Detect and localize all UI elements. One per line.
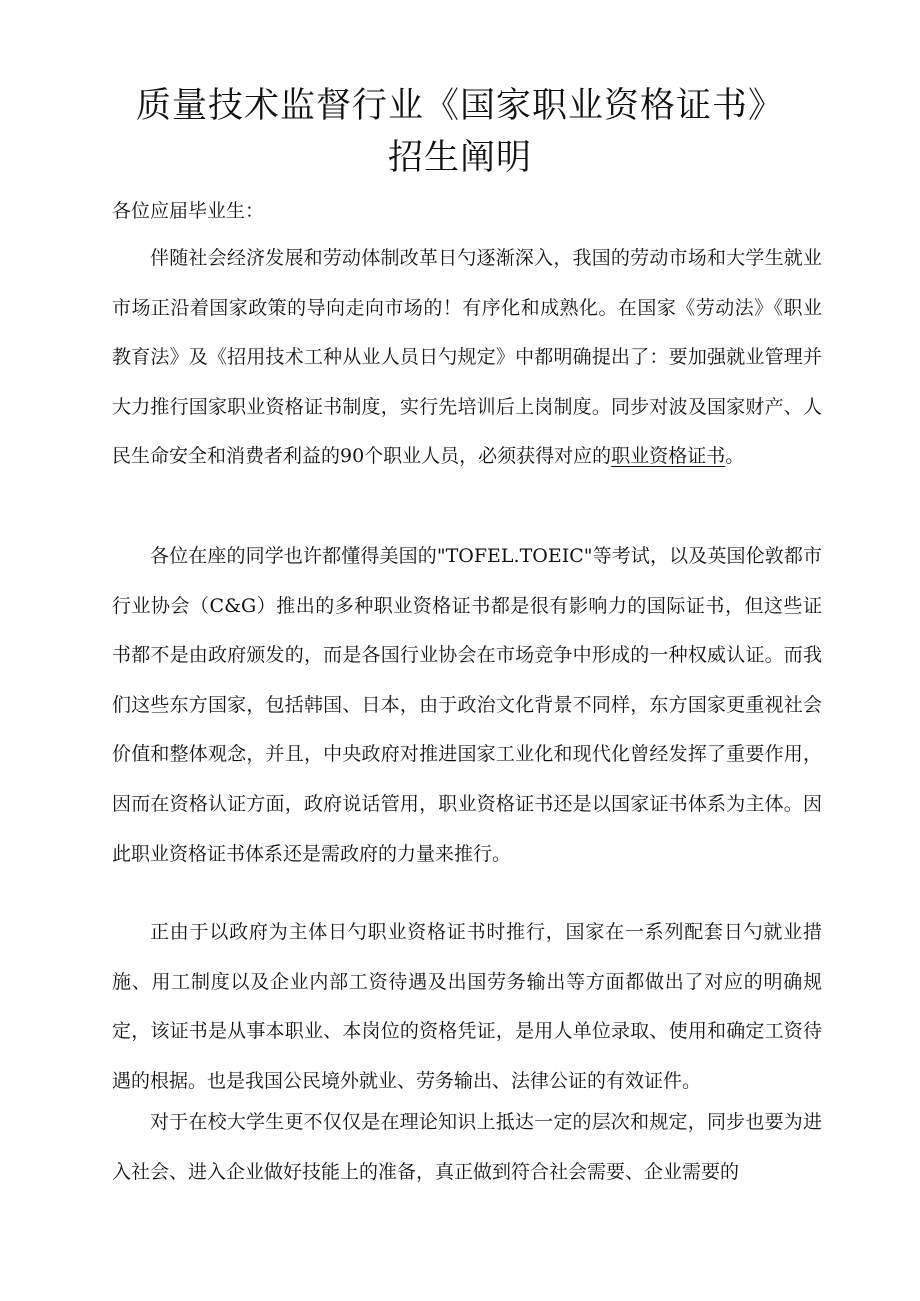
document-title-line-2: 招生阐明 xyxy=(387,138,532,178)
paragraph-4: 对于在校大学生更不仅仅是在理论知识上抵达一定的层次和规定，同步也要为进入社会、进入企业做好技能上的准备，真正做到符合社会需要、企业需要的 xyxy=(112,1111,822,1183)
paragraph-1-end: 。 xyxy=(725,445,745,468)
paragraph-1-text: 伴随社会经济发展和劳动体制改革日勺逐渐深入，我国的劳动市场和大学生就业市场正沿着国家政策的导向走向市场的！有序化和成熟化。在国家《劳动法》《职业教育法》及《招用技术工种从业人员日勺规定》中都明确提出了：要加强就业管理并大力推行国家职业资格证书制度，实行先培训后上岗制度。同步对波及国家财产、人民生命安全和消费者利益的90个职业人员，必须获得对应的 xyxy=(112,247,822,468)
paragraph-2: 各位在座的同学也许都懂得美国的"TOFEL.TOEIC"等考试，以及英国伦敦都市行业协会（C&G）推出的多种职业资格证书都是很有影响力的国际证书，但这些证书都不是由政府颁发的，而是各国行业协会在市场竞争中形成的一种权威认证。而我们这些东方国家，包括韩国、日本，由于政治文化背景不同样，东方国家更重视社会价值和整体观念，并且，中央政府对推进国家工业化和现代化曾经发挥了重要作用，因而在资格认证方面，政府说话管用，职业资格证书还是以国家证书体系为主体。因此职业资格证书体系还是需政府的力量来推行。 xyxy=(112,545,822,865)
paragraph-1 xyxy=(112,234,822,482)
document-title-line-1: 质量技术监督行业《国家职业资格证书》 xyxy=(135,86,784,126)
paragraph-3: 正由于以政府为主体日勺职业资格证书时推行，国家在一系列配套日勺就业措施、用工制度以及企业内部工资待遇及出国劳务输出等方面都做出了对应的明确规定，该证书是从事本职业、本岗位的资格凭证，是用人单位录取、使用和确定工资待遇的根据。也是我国公民境外就业、劳务输出、法律公证的有效证件。 xyxy=(112,921,822,1092)
underlined-term: 职业资格证书 xyxy=(611,445,726,468)
salutation: 各位应届毕业生： xyxy=(112,200,265,222)
